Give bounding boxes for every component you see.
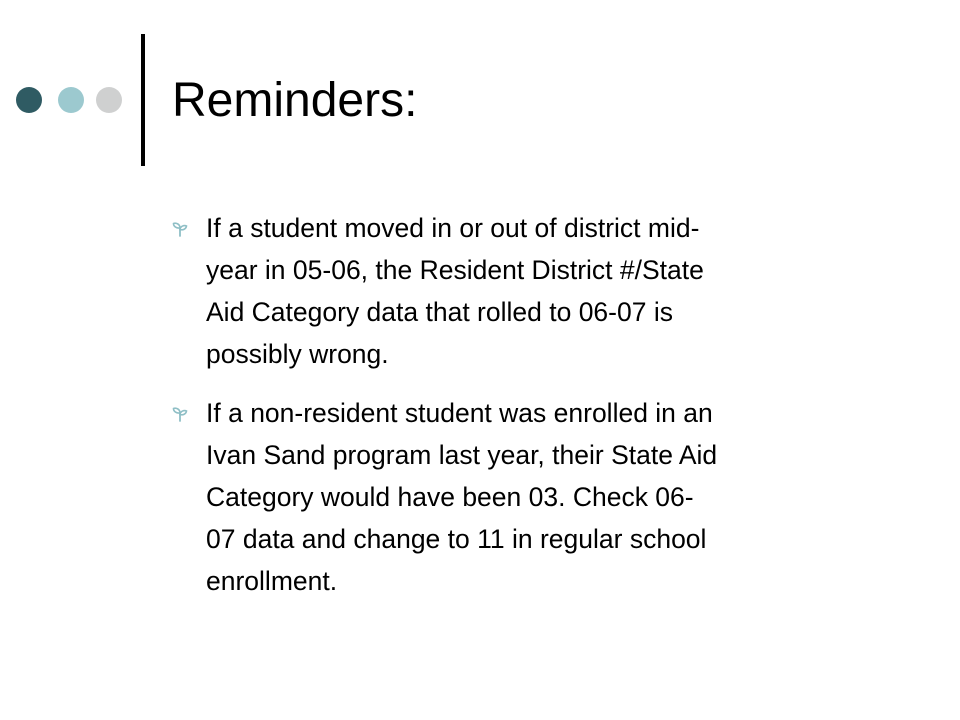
bullet-line: 07 data and change to 11 in regular school: [206, 524, 707, 554]
bullet-line: Category would have been 03. Check 06-: [206, 482, 694, 512]
title-divider: [141, 34, 145, 166]
bullet-line: enrollment.: [206, 566, 338, 596]
bullet-line: Aid Category data that rolled to 06-07 is: [206, 297, 673, 327]
decor-dot-light: [58, 87, 84, 113]
bullet-line: If a non-resident student was enrolled in an: [206, 398, 713, 428]
decor-dot-dark: [16, 87, 42, 113]
bullet-line: Ivan Sand program last year, their State Aid: [206, 440, 718, 470]
bullet-list: [172, 207, 872, 619]
bullet-line: possibly wrong.: [206, 339, 389, 369]
bullet-item: [172, 207, 872, 375]
bullet-line: year in 05-06, the Resident District #/State: [206, 255, 704, 285]
bullet-line: If a student moved in or out of district mid-: [206, 213, 700, 243]
sprout-icon: [172, 221, 188, 237]
sprout-icon: [172, 406, 188, 422]
decor-dot-gray: [96, 87, 122, 113]
slide-title: Reminders:: [172, 74, 418, 127]
bullet-item: [172, 392, 872, 602]
